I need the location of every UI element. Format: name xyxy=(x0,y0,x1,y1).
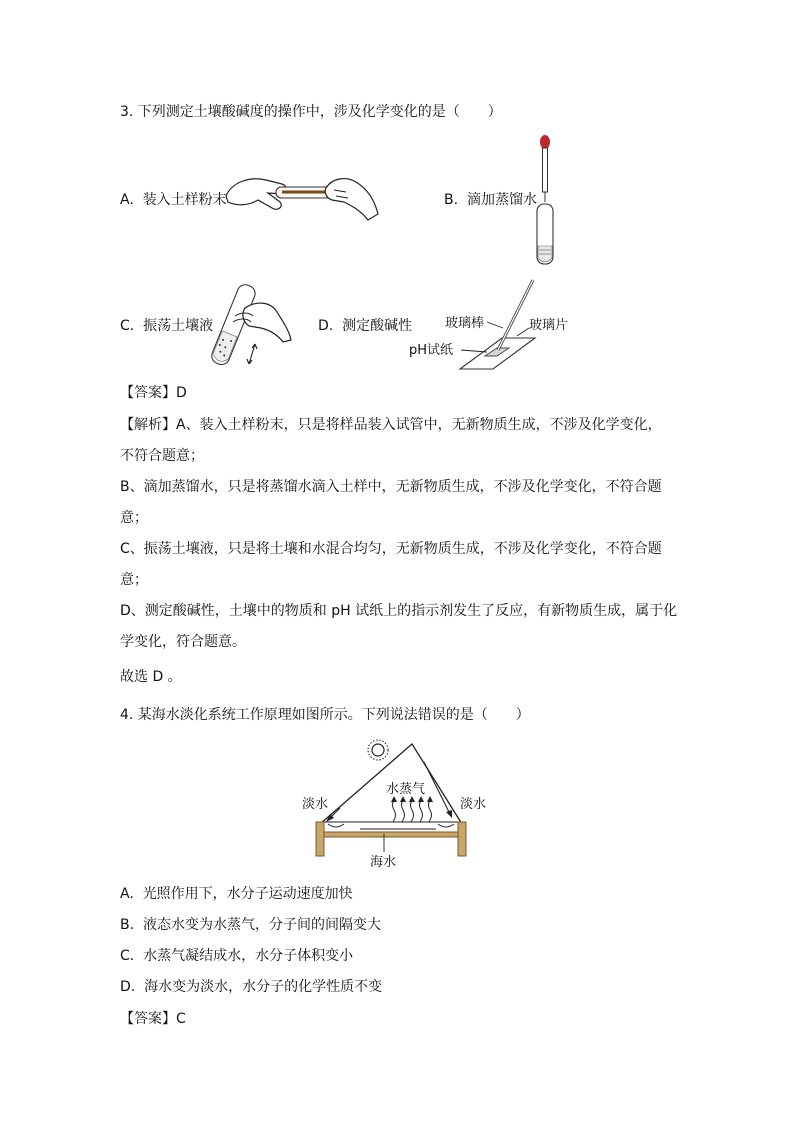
sea-water-label: 海水 xyxy=(370,855,397,870)
q4-option-c xyxy=(120,946,353,966)
option-letter: D. xyxy=(120,979,136,995)
analysis-line: 学变化，符合题意。 xyxy=(120,634,246,650)
sun-icon xyxy=(368,740,388,760)
dropper-bulb-icon xyxy=(540,135,550,149)
dropper-figure xyxy=(530,134,560,268)
analysis-line: B、滴加蒸馏水，只是将蒸馏水滴入土样中，无新物质生成，不涉及化学变化，不符合题 xyxy=(120,479,662,495)
option-text: 测定酸碱性 xyxy=(342,318,413,334)
ph-test-figure xyxy=(405,278,595,374)
q4-option-d xyxy=(120,977,382,997)
q4-stem: 4. 某海水淡化系统工作原理如图所示。下列说法错误的是（ ） xyxy=(120,707,530,723)
q4-option-a xyxy=(120,884,353,904)
dropper-tube-icon xyxy=(543,148,548,192)
q3-stem: 3. 下列测定土壤酸碱度的操作中，涉及化学变化的是（ ） xyxy=(120,104,502,120)
analysis-line: D、测定酸碱性，土壤中的物质和 pH 试纸上的指示剂发生了反应，有新物质生成，属于化 xyxy=(120,603,678,619)
analysis-line: C、振荡土壤液，只是将土壤和水混合均匀，无新物质生成，不涉及化学变化，不符合题 xyxy=(120,541,662,557)
paper-label: pH试纸 xyxy=(409,343,454,358)
plate-label: 玻璃片 xyxy=(529,318,569,333)
analysis-line: 意； xyxy=(120,510,148,526)
frame-right-leg xyxy=(458,822,466,856)
q3-conclusion: 故选 D 。 xyxy=(120,669,182,685)
hand-icon xyxy=(243,303,291,342)
fresh-water-left-label: 淡水 xyxy=(302,797,329,812)
analysis-line: 不符合题意； xyxy=(120,448,204,464)
vapor-label: 水蒸气 xyxy=(386,782,426,797)
q3-option-b xyxy=(444,190,537,210)
option-text: 光照作用下，水分子运动速度加快 xyxy=(142,886,353,902)
option-text: 装入土样粉末 xyxy=(142,192,227,208)
q3-answer: 【答案】D xyxy=(120,385,187,401)
frame-left-leg xyxy=(316,822,324,856)
shake-arrow-icon xyxy=(247,344,257,364)
option-text: 海水变为淡水，水分子的化学性质不变 xyxy=(144,979,383,995)
arrow-icon xyxy=(446,810,452,818)
q4-answer: 【答案】C xyxy=(120,1011,186,1027)
option-letter: B. xyxy=(444,192,459,208)
q4-option-b xyxy=(120,915,381,935)
rod-label: 玻璃棒 xyxy=(445,316,485,331)
option-letter: D. xyxy=(318,318,334,334)
analysis-line: 意； xyxy=(120,572,148,588)
option-letter: C. xyxy=(120,948,135,964)
analysis-line: 【解析】A、装入土样粉末，只是将样品装入试管中，无新物质生成，不涉及化学变化， xyxy=(120,417,662,433)
insert-soil-figure xyxy=(222,170,384,228)
option-text: 滴加蒸馏水 xyxy=(466,192,537,208)
option-text: 振荡土壤液 xyxy=(143,318,214,334)
option-text: 液态水变为水蒸气，分子间的间隔变大 xyxy=(142,917,381,933)
shake-tube-figure xyxy=(205,278,295,374)
q3-option-a xyxy=(120,190,227,210)
frame-board xyxy=(324,832,458,837)
q3-option-c xyxy=(120,316,213,336)
right-hand-icon xyxy=(325,179,378,220)
option-letter: A. xyxy=(120,886,134,902)
option-letter: C. xyxy=(120,318,135,334)
option-text: 水蒸气凝结成水，水分子体积变小 xyxy=(143,948,354,964)
option-letter: B. xyxy=(120,917,135,933)
fresh-water-right-label: 淡水 xyxy=(460,797,487,812)
q3-option-d xyxy=(318,316,412,336)
desalination-figure xyxy=(300,736,490,872)
option-letter: A. xyxy=(120,192,134,208)
